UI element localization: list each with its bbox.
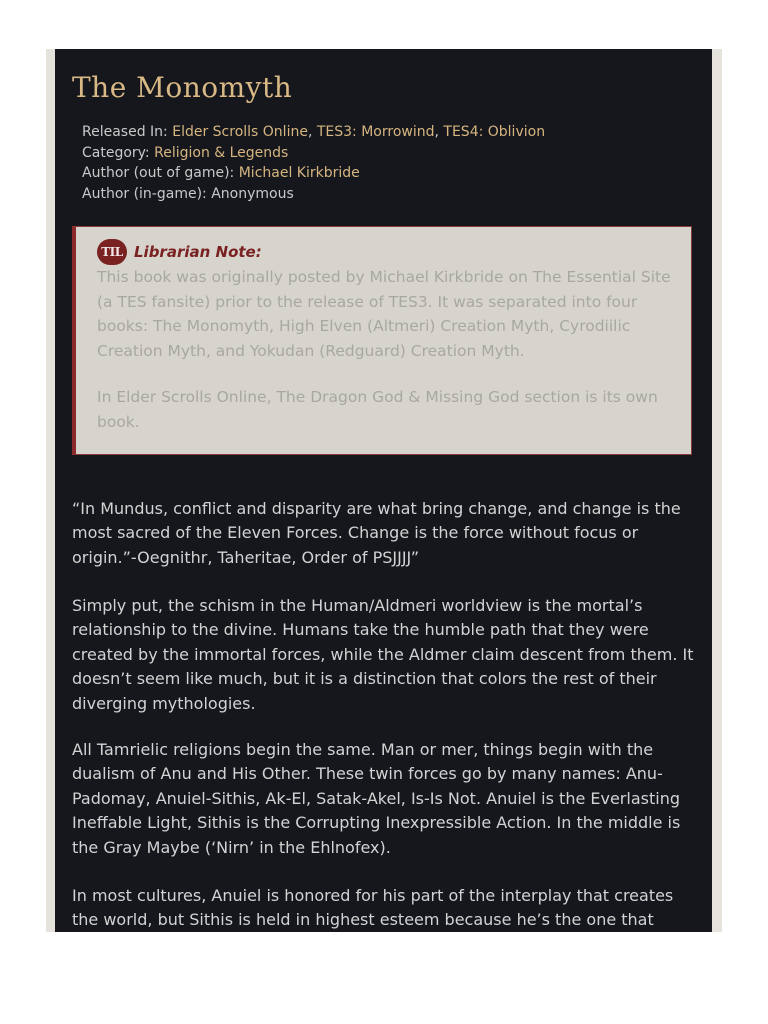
note-title: Librarian Note: xyxy=(134,243,262,261)
body-paragraph-2: Simply put, the schism in the Human/Aldmeri worldview is the mortal’s relationship to the divine. Humans take the humble path that they were created by the immortal forces, while the Aldmer claim descent from them. It doesn’t seem like much, but it is a distinction that colors the rest of their diverging mythologies. xyxy=(72,596,694,713)
page-title: The Monomyth xyxy=(72,71,293,104)
author-out-label: Author (out of game): xyxy=(82,165,239,181)
separator: , xyxy=(307,124,317,140)
link-tes3-morrowind[interactable]: TES3: Morrowind xyxy=(316,124,435,140)
author-in-value: Anonymous xyxy=(211,185,294,202)
released-in-label: Released In: xyxy=(82,124,173,140)
note-paragraph-2: In Elder Scrolls Online, The Dragon God & Missing God section is its own book. xyxy=(97,388,658,431)
body-paragraph-3: All Tamrielic religions begin the same. Man or mer, things begin with the dualism of Anu and His Other. These twin forces go by many names: Anu-Padomay, Anuiel-Sithis, Ak-El, Satak-Akel, Is-Is Not. Anuiel is the Everlasting Ineffable Light, Sithis is the Corrupting Inexpressible Action. In the middle is the Gray Maybe (‘Nirn’ in the Ehlnofex). xyxy=(72,740,681,857)
link-tes4-oblivion[interactable]: TES4: Oblivion xyxy=(443,124,546,140)
author-in-row xyxy=(82,184,545,205)
body-paragraph-4: In most cultures, Anuiel is honored for his part of the interplay that creates the world, but Sithis is held in highest esteem because he’s the one that xyxy=(72,886,674,930)
note-header xyxy=(97,239,262,265)
category-label: Category: xyxy=(82,144,155,161)
til-icon: TIL xyxy=(97,239,127,265)
body-paragraph-1: “In Mundus, conflict and disparity are what bring change, and change is the most sacred of the Eleven Forces. Change is the force without focus or origin.”-Oegnithr, Taheritae, Order of PSJJJJ” xyxy=(72,499,681,567)
link-elder-scrolls-online[interactable]: Elder Scrolls Online xyxy=(172,124,308,140)
author-in-label: Author (in-game): xyxy=(82,185,212,202)
librarian-note xyxy=(72,226,692,455)
author-out-row xyxy=(82,163,545,184)
book-panel xyxy=(55,49,712,932)
link-author[interactable]: Michael Kirkbride xyxy=(238,165,360,181)
released-in-row xyxy=(82,122,545,143)
book-meta xyxy=(82,122,545,204)
note-paragraph-1: This book was originally posted by Michael Kirkbride on The Essential Site (a TES fansite) prior to the release of TES3. It was separated into four books: The Monomyth, High Elven (Altmeri) Creation Myth, Cyrodiilic Creation Myth, and Yokudan (Redguard) Creation Myth. xyxy=(97,268,671,360)
separator: , xyxy=(434,124,444,140)
link-category[interactable]: Religion & Legends xyxy=(154,144,289,161)
category-row xyxy=(82,143,545,164)
page-frame xyxy=(46,49,722,932)
